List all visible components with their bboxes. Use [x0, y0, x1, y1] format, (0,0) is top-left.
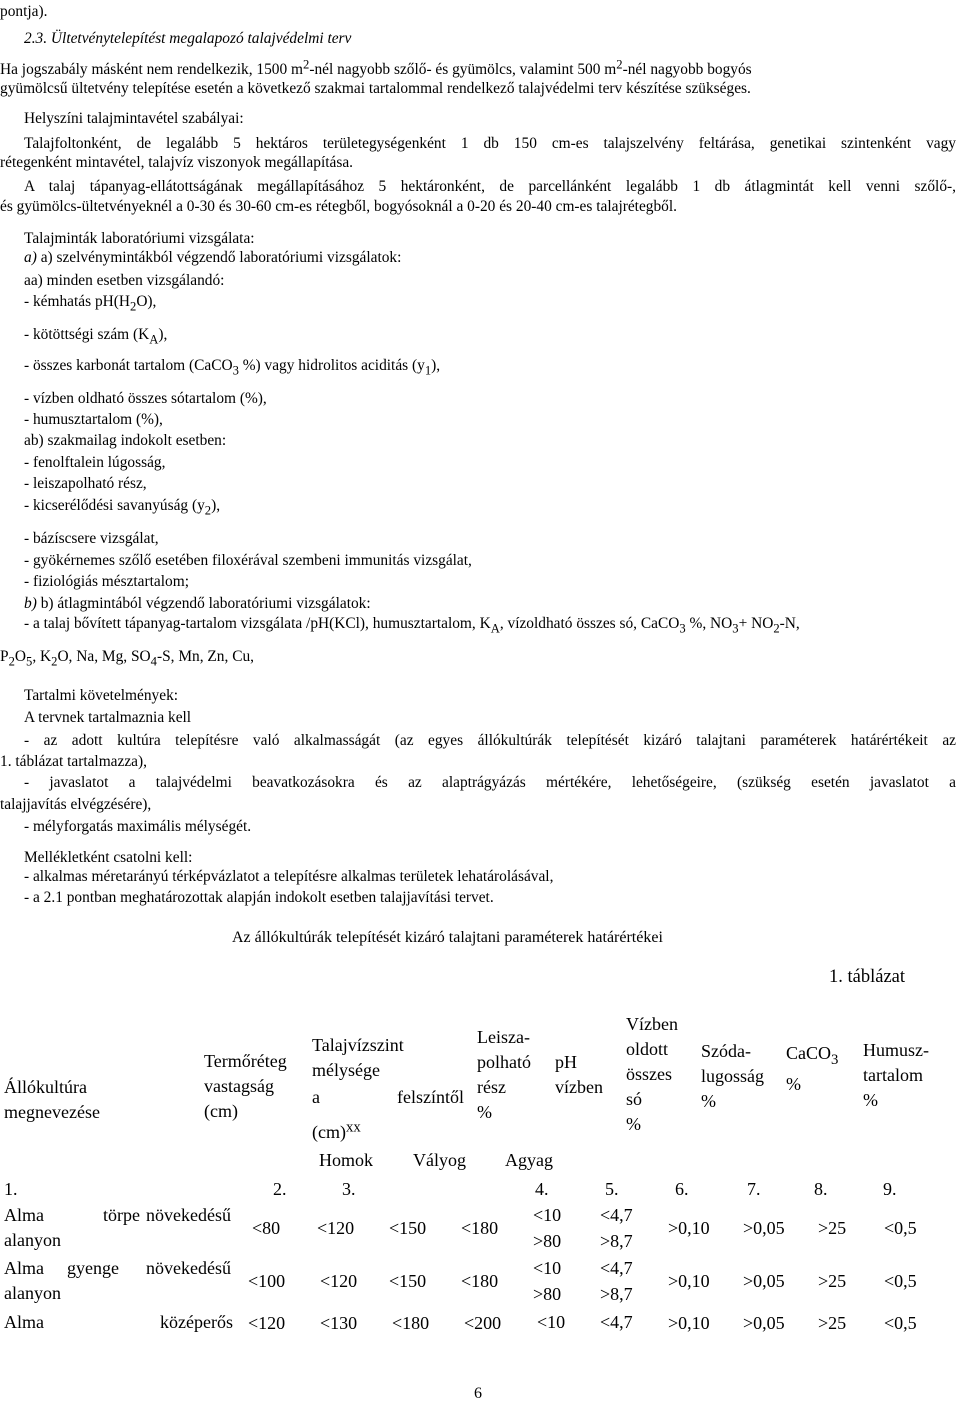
col-num: 5. [605, 1179, 619, 1199]
lab-aa: aa) minden esetben vizsgálandó: [24, 272, 225, 289]
lab-exchange: - kicserélődési savanyúság $(y_2)$, [24, 497, 221, 518]
continuation-text: pontja). [0, 3, 48, 20]
lab-leach: - leiszapolható rész, [24, 475, 147, 492]
cell-soda: >0,05 [743, 1313, 785, 1333]
row-name: Alma [4, 1258, 44, 1278]
page-number: 6 [474, 1385, 482, 1402]
row-name: alanyon [4, 1230, 61, 1250]
content-req-1b: 1. táblázat tartalmazza), [0, 753, 147, 770]
field-paragraph-1b: rétegenként mintavétel, talajvíz viszonyok megállapítása. [0, 154, 354, 171]
col-num: 9. [883, 1179, 897, 1199]
lab-humus: - humusztartalom (%), [24, 411, 163, 428]
field-paragraph-2a: A talaj tápanyag-ellátottságának megállapításához 5 hektáronként, de parcellánként legalább 1 db átlagmintát kell venni szőlő-, [24, 178, 956, 195]
header-groundwater-surface: felszíntől [397, 1087, 464, 1107]
table-number: 1. táblázat [829, 967, 906, 987]
row-name: alanyon [4, 1283, 61, 1303]
cell-humus: <0,5 [884, 1218, 917, 1238]
cell-sand: <130 [320, 1313, 358, 1333]
cell-clay: <180 [461, 1218, 499, 1238]
col-num: 2. [273, 1179, 287, 1199]
header-ph: pH vízben [555, 1052, 603, 1097]
content-req-1a: - az adott kultúra telepítésre való alkalmasságát (az egyes állókultúrák telepítését kizáró talajtani paraméterek határértékeit az [24, 732, 956, 749]
lab-nutrients: $P_2O_5$, $K_2O$, Na, Mg, $SO_4-S$, Mn, Zn, Cu, [0, 648, 255, 669]
col-num: 4. [535, 1179, 549, 1199]
cell-leachable: <10 [533, 1258, 562, 1278]
header-loam: Vályog [413, 1150, 466, 1170]
cell-soda: >0,05 [743, 1218, 785, 1238]
cell-soda: >0,05 [743, 1271, 785, 1291]
cell-loam: <180 [392, 1313, 430, 1333]
intro-line-2: gyümölcsű ültetvény telepítése esetén a következő szakmai tartalommal rendelkező talajvédelmi terv készítése szükséges. [0, 80, 751, 97]
table-caption: Az állókultúrák telepítését kizáró talajtani paraméterek határértékei [232, 929, 663, 946]
content-req-3: - mélyforgatás maximális mélységét. [24, 818, 252, 835]
row-name: Alma [4, 1205, 44, 1225]
row-name: törpe [103, 1205, 140, 1225]
header-topsoil: Termőréteg vastagság (cm) [204, 1051, 287, 1121]
section-heading: 2.3. Ültetvénytelepítést megalapozó talajvédelmi terv [24, 30, 352, 47]
field-paragraph-1a: Talajfoltonként, de legalább 5 hektáros területegységenként 1 db 150 cm-es talajszelvény feltárása, genetikai szintenként vagy [24, 135, 956, 152]
cell-loam: <150 [389, 1218, 427, 1238]
row-name: Alma [4, 1312, 44, 1332]
header-leachable: Leisza- polható rész % [477, 1027, 531, 1122]
cell-ph: >8,7 [600, 1231, 633, 1251]
header-clay: Agyag [505, 1150, 553, 1170]
cell-topsoil: <100 [248, 1271, 286, 1291]
cell-humus: <0,5 [884, 1271, 917, 1291]
header-groundwater-unit: (cm)$^{xx}$ [312, 1119, 361, 1142]
col-num: 8. [814, 1179, 828, 1199]
col-num: 3. [342, 1179, 356, 1199]
header-salt: Vízben oldott összes só % [626, 1014, 678, 1134]
header-humus: Humusz- tartalom % [863, 1040, 929, 1110]
content-req-2b: talajjavítás elvégzésére), [0, 796, 152, 813]
lab-ab: ab) szakmailag indokolt esetben: [24, 432, 227, 449]
lab-phenol: - fenolftalein lúgosság, [24, 454, 166, 471]
lab-a: a) a) szelvénymintákból végzendő laboratóriumi vizsgálatok: [24, 249, 402, 266]
cell-salt: >0,10 [668, 1271, 710, 1291]
lab-lime: - fiziológiás mésztartalom; [24, 573, 189, 590]
cell-leachable: <10 [533, 1205, 562, 1225]
attach-1: - alkalmas méretarányú térképvázlatot a telepítésre alkalmas területek lehatárolásával, [24, 868, 554, 885]
header-groundwater: Talajvízszint mélysége [312, 1035, 404, 1080]
cell-topsoil: <120 [248, 1313, 286, 1333]
intro-line-1: Ha jogszabály másként nem rendelkezik, 1500 $m^2$-nél nagyobb szőlő- és gyümölcs, valamint 500 $m^2$-nél nagyobb bogyós [0, 57, 752, 78]
row-name: gyenge [67, 1258, 119, 1278]
cell-salt: >0,10 [668, 1313, 710, 1333]
lab-title: Talajminták laboratóriumi vizsgálata: [24, 230, 255, 247]
cell-loam: <150 [389, 1271, 427, 1291]
cell-leachable: >80 [533, 1284, 562, 1304]
row-name: növekedésű [146, 1205, 231, 1225]
cell-humus: <0,5 [884, 1313, 917, 1333]
cell-sand: <120 [320, 1271, 358, 1291]
cell-caco3: >25 [818, 1271, 847, 1291]
cell-clay: <180 [461, 1271, 499, 1291]
cell-caco3: >25 [818, 1218, 847, 1238]
col-num: 1. [4, 1179, 18, 1199]
col-num: 6. [675, 1179, 689, 1199]
cell-ph: >8,7 [600, 1284, 633, 1304]
cell-topsoil: <80 [252, 1218, 281, 1238]
cell-leachable: <10 [537, 1312, 566, 1332]
cell-salt: >0,10 [668, 1218, 710, 1238]
cell-clay: <200 [464, 1313, 502, 1333]
lab-extended: - a talaj bővített tápanyag-tartalom vizsgálata /pH(KCl), humusztartalom, $K_A$, vízoldható összes só, CaCO$_3$ %, $NO_3+ NO_2-N$, [24, 615, 800, 636]
col-num: 7. [747, 1179, 761, 1199]
content-title: Tartalmi követelmények: [24, 687, 179, 704]
header-crop: Állókultúra megnevezése [4, 1077, 100, 1122]
header-soda: Szóda- lugosság % [701, 1041, 764, 1111]
lab-phylloxera: - gyökérnemes szőlő esetében filoxérával szembeni immunitás vizsgálat, [24, 552, 472, 569]
row-name: növekedésű [146, 1258, 231, 1278]
field-sampling-title: Helyszíni talajmintavétel szabályai: [24, 110, 244, 127]
content-req-2a: - javaslatot a talajvédelmi beavatkozásokra és az alaptrágyázás mértékére, lehetőségeire, (szükség esetén javaslatot a [24, 774, 956, 791]
cell-sand: <120 [317, 1218, 355, 1238]
lab-b: b) b) átlagmintából végzendő laboratóriumi vizsgálatok: [24, 595, 371, 612]
cell-caco3: >25 [818, 1313, 847, 1333]
lab-ph: - kémhatás $pH(H_2O)$, [24, 293, 157, 314]
field-paragraph-2b: és gyümölcs-ültetvényeknél a 0-30 és 30-60 cm-es rétegből, bogyósoknál a 0-20 és 20-40 cm-es talajrétegből. [0, 198, 677, 215]
cell-ph: <4,7 [600, 1205, 633, 1225]
cell-ph: <4,7 [600, 1312, 633, 1332]
lab-salt: - vízben oldható összes sótartalom (%), [24, 390, 267, 407]
header-groundwater-a: a [312, 1087, 320, 1107]
lab-base: - bázíscsere vizsgálat, [24, 530, 159, 547]
content-must: A tervnek tartalmaznia kell [24, 709, 192, 726]
row-name: középerős [160, 1312, 233, 1332]
header-sand: Homok [319, 1150, 373, 1170]
lab-k: - kötöttségi szám $(K_A)$, [24, 326, 168, 347]
attach-title: Mellékletként csatolni kell: [24, 849, 193, 866]
lab-carbonate: - összes karbonát tartalom (CaCO$_3$ %) vagy hidrolitos aciditás $(y_1)$, [24, 357, 441, 378]
header-caco3: CaCO$_3$ % [786, 1043, 839, 1094]
cell-leachable: >80 [533, 1231, 562, 1251]
attach-2: - a 2.1 pontban meghatározottak alapján indokolt esetben talajjavítási tervet. [24, 889, 494, 906]
cell-ph: <4,7 [600, 1258, 633, 1278]
